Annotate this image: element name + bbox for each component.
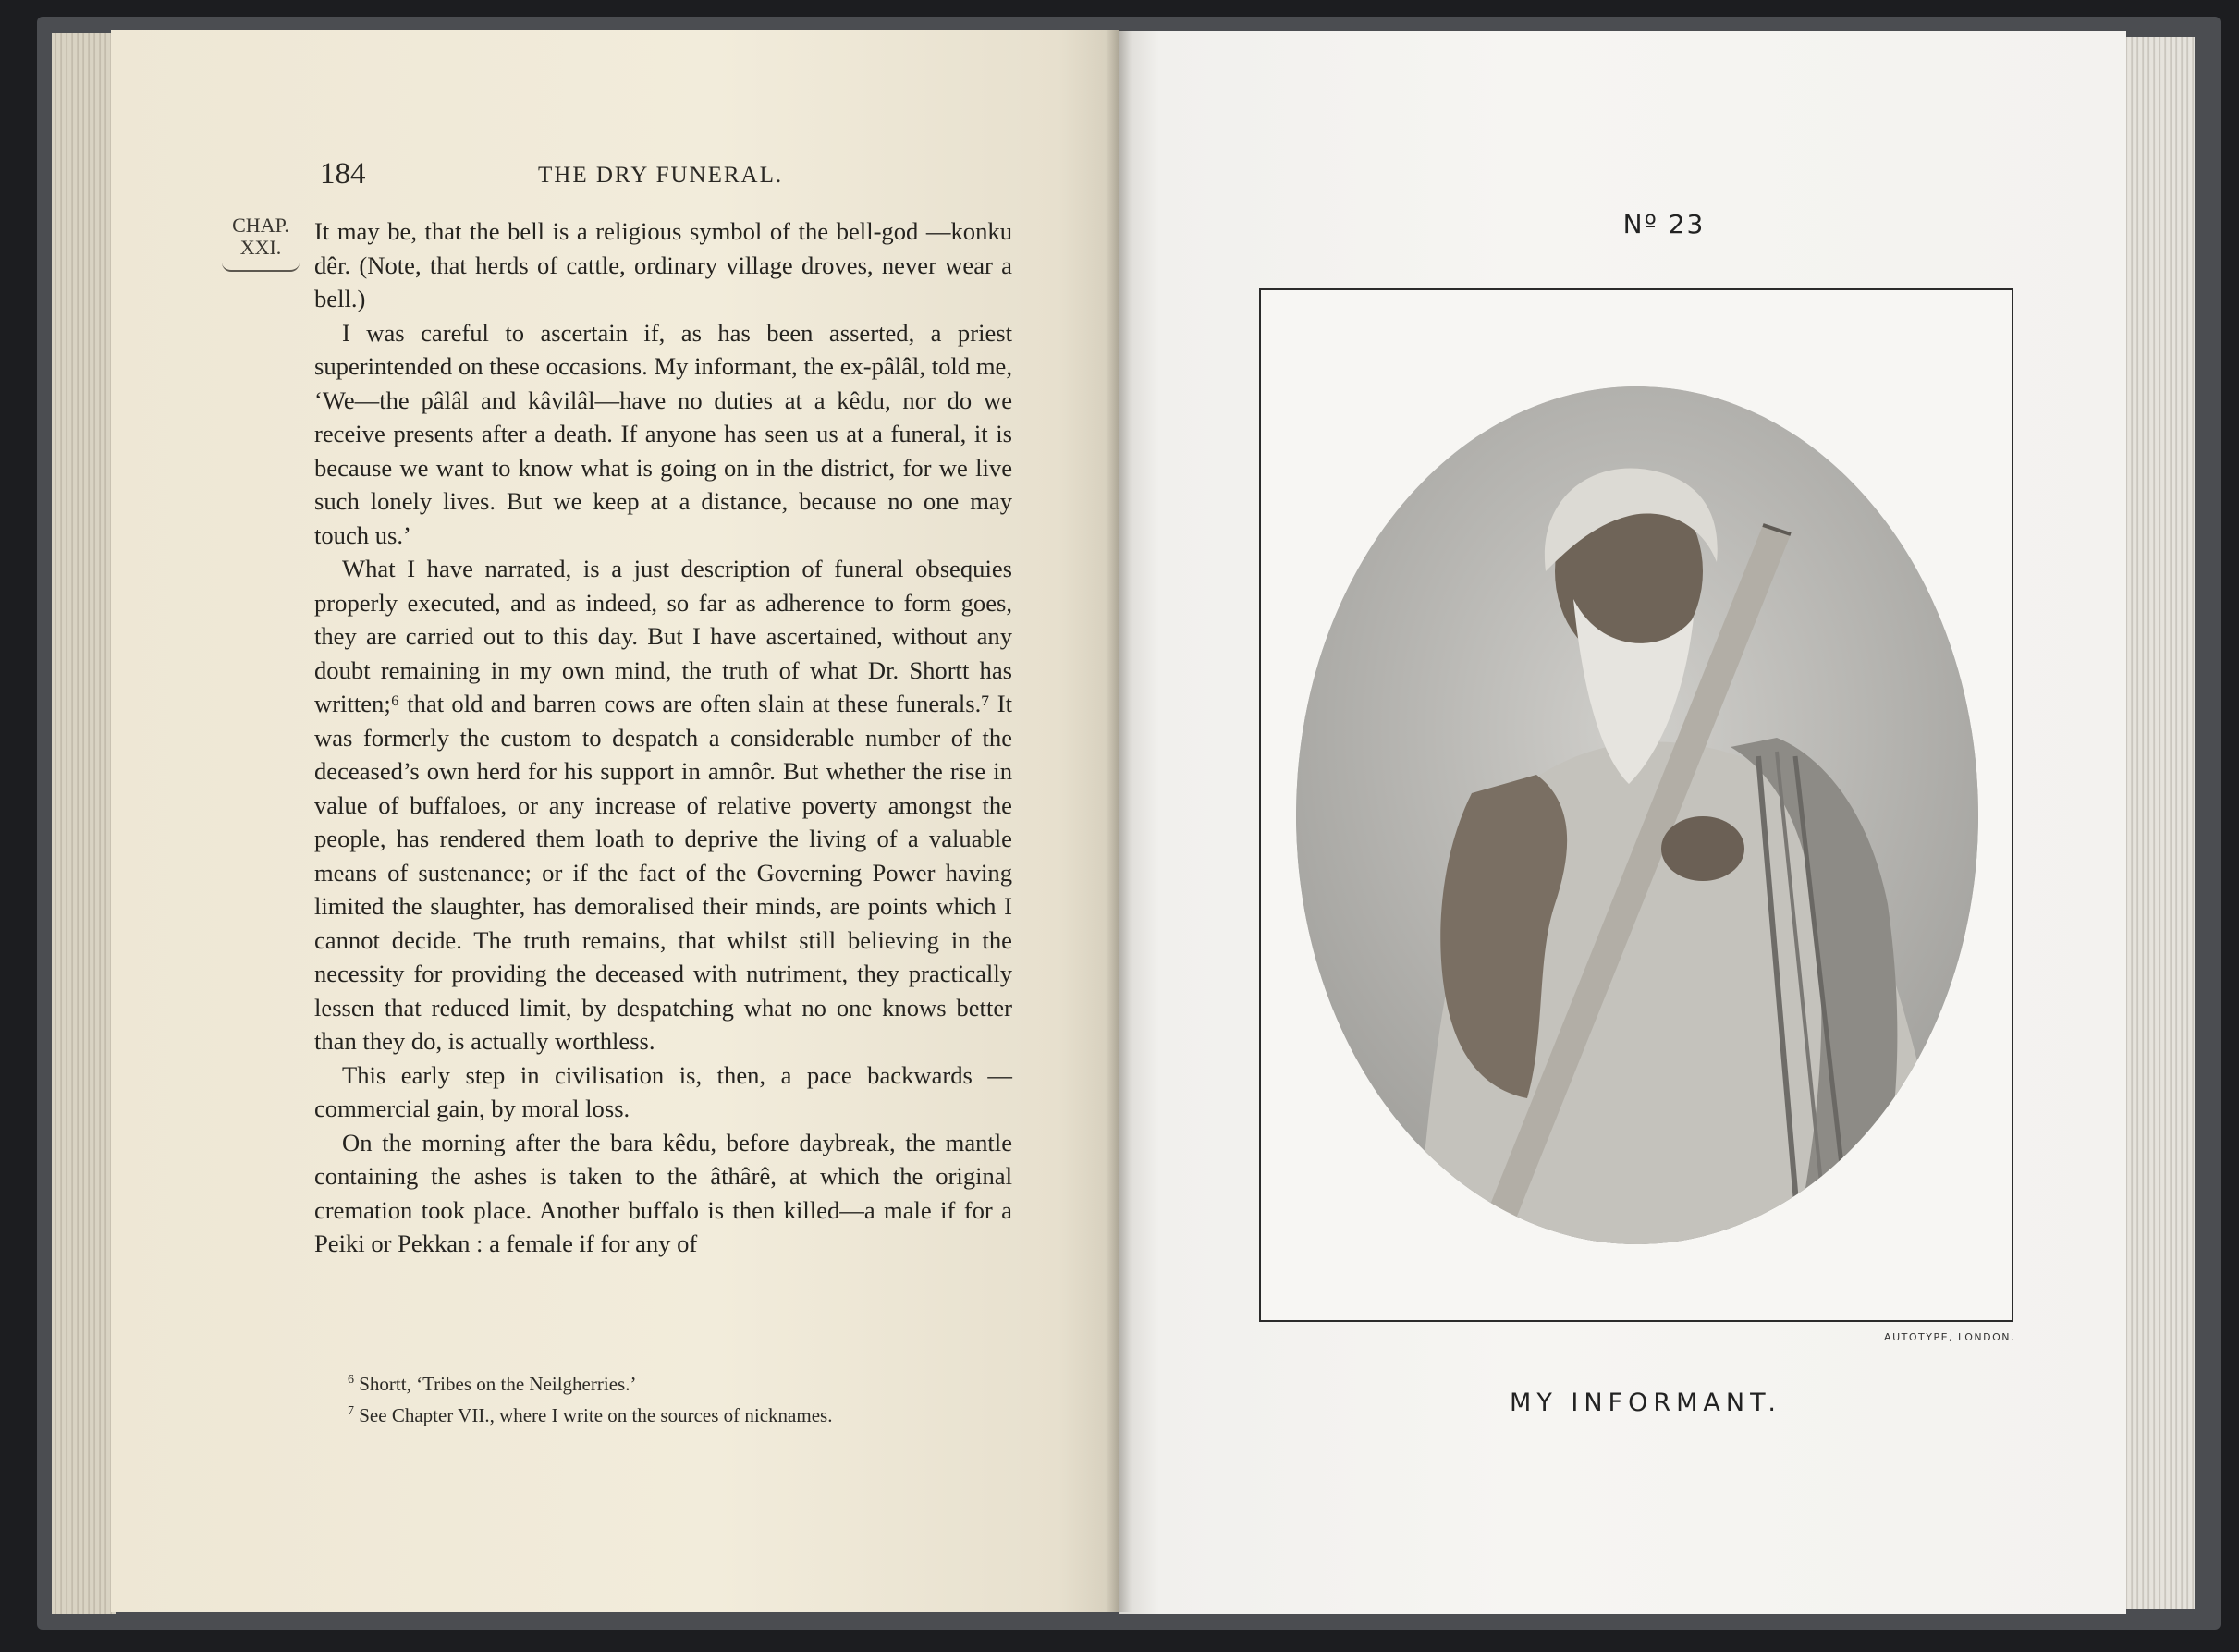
paragraph: I was careful to ascertain if, as has been asserted, a priest superintended on these occasions. My informant, the ex-pâlâl, told me, ‘We—the pâlâl and kâvilâl—have no duties at a kêdu, nor do we receive presents after a death. If anyone has seen us at a funeral, it is because we want to know what is going on in the district, for we live such lonely lives. But we keep at a distance, because no one may touch us.’ bbox=[314, 318, 1012, 549]
left-page-edges bbox=[52, 33, 116, 1614]
page-number: 184 bbox=[320, 157, 366, 190]
footnote-mark: 6 bbox=[348, 1373, 354, 1387]
paragraph: It may be, that the bell is a religious symbol of the bell-god —konku dêr. (Note, that herds of cattle, ordinary village droves, never wear a bell.) bbox=[314, 217, 1012, 312]
footnote bbox=[348, 1398, 1022, 1429]
paragraph: On the morning after the bara kêdu, before daybreak, the mantle containing the ashes is taken to the âthârê, at which the original cremation took place. Another buffalo is then killed—a male if for a Peiki or Pekkan : a female if for any of bbox=[314, 1128, 1012, 1257]
plate-credit: AUTOTYPE, LONDON. bbox=[1884, 1331, 2015, 1343]
footnote-mark: 7 bbox=[348, 1404, 354, 1418]
right-page-edges bbox=[2117, 37, 2195, 1609]
footnote bbox=[348, 1366, 1022, 1398]
margin-note-chap: CHAP. bbox=[232, 214, 289, 237]
margin-note-rule bbox=[222, 263, 300, 272]
margin-note-number: XXI. bbox=[239, 236, 282, 259]
running-title: THE DRY FUNERAL. bbox=[538, 163, 784, 188]
portrait-photograph bbox=[1296, 386, 1978, 1244]
plate-number: Nº 23 bbox=[1622, 209, 1706, 239]
paragraph: What I have narrated, is a just description of funeral obsequies properly executed, and as indeed, so far as adherence to form goes, they are carried out to this day. But I have ascertained, without any doubt remaining in my own mind, the truth of what Dr. Shortt has written;⁶ that old and barren cows are often slain at these funerals.⁷ It was formerly the custom to despatch a considerable number of the deceased’s own herd for his support in amnôr. But whether the rise in value of buffaloes, or any increase of relative poverty amongst the people, has rendered them loath to deprive the living of a valuable means of sustenance; or if the fact of the Governing Power having limited the slaughter, has demoralised their minds, are points which I cannot decide. The truth remains, that whilst still believing in the necessity for providing the deceased with nutriment, they practically lessen that reduced limit, by despatching what no one knows better than they do, is actually worthless. bbox=[314, 555, 1012, 1055]
running-head bbox=[320, 157, 1022, 198]
footnotes bbox=[348, 1366, 1022, 1429]
book-gutter bbox=[1106, 30, 1132, 1612]
paragraph: This early step in civilisation is, then, a pace backwards —commercial gain, by moral loss. bbox=[314, 1060, 1012, 1122]
footnote-text: Shortt, ‘Tribes on the Neilgherries.’ bbox=[359, 1373, 637, 1395]
body-text bbox=[314, 214, 1012, 1261]
footnote-text: See Chapter VII., where I write on the sources of nicknames. bbox=[359, 1404, 833, 1426]
plate-caption: MY INFORMANT. bbox=[1510, 1389, 1781, 1417]
portrait-illustration bbox=[1296, 386, 1978, 1244]
chapter-margin-note bbox=[218, 214, 303, 272]
plate-frame bbox=[1259, 288, 2013, 1322]
